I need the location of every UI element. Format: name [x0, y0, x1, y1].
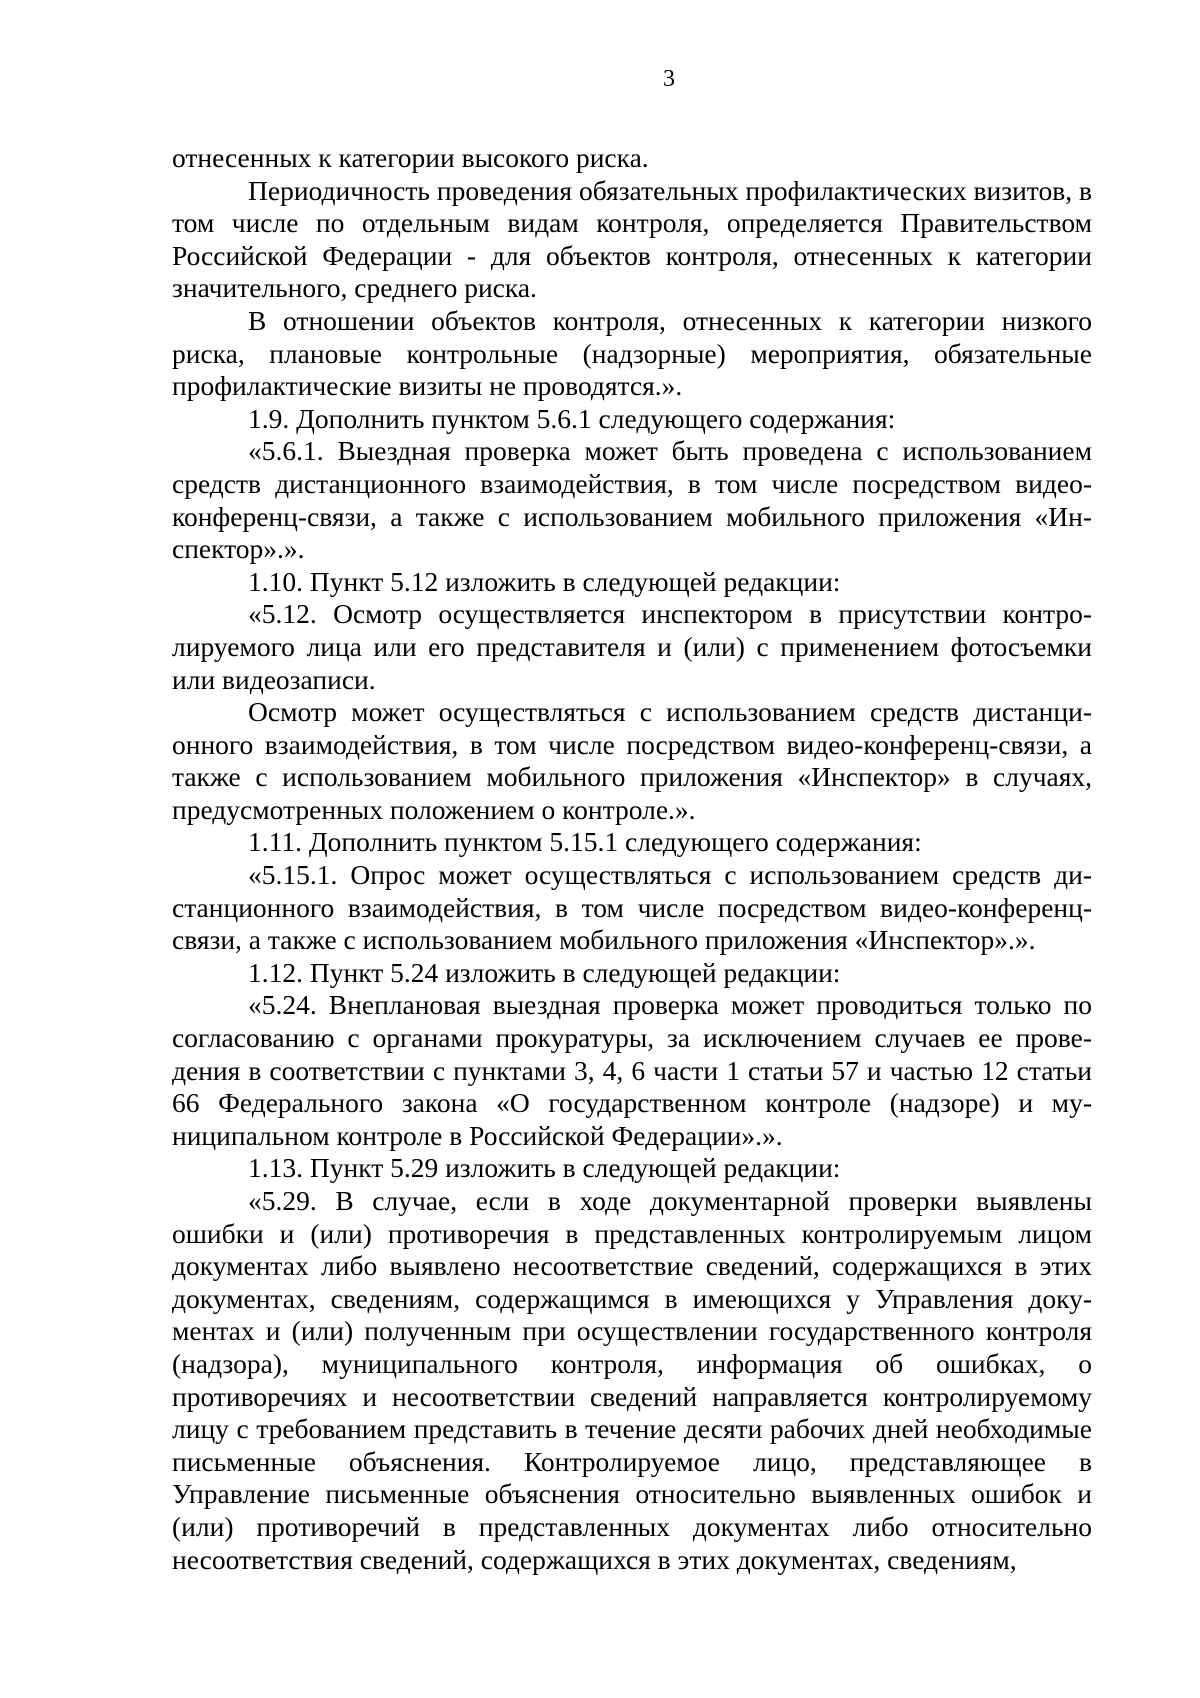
- paragraph-item-1-9: 1.9. Дополнить пунктом 5.6.1 следующего содержания:: [248, 402, 896, 434]
- paragraph-clause-5-12-remote: Осмотр может осуществляться с использованием средств дистанционного взаимодействия, в том числе посредством видео-конференц-связи, а также с использованием мобильного приложения «Инспектор» в случаях, предусмотренных положением о контроле.».: [172, 696, 1092, 825]
- paragraph-clause-5-15-1: «5.15.1. Опрос может осуществляться с использованием средств дистанционного взаимодействия, в том числе посредством видео-конференц-связи, а также с использованием мобильного приложения «Инспектор».».: [172, 859, 1092, 956]
- paragraph-continuation: отнесенных к категории высокого риска.: [172, 142, 649, 173]
- paragraph-clause-5-6-1: «5.6.1. Выездная проверка может быть проведена с использованием средств дистанционного взаимодействия, в том числе посредством видеоконференц-связи, а также с использованием мобильного приложения «Инспектор».».: [172, 435, 1092, 565]
- paragraph-low-risk: В отношении объектов контроля, отнесенных к категории низкого риска, плановые контрольные (надзорные) мероприятия, обязательные профилактические визиты не проводятся.».: [172, 304, 1092, 402]
- page-number: 3: [663, 66, 675, 92]
- paragraph-item-1-13: 1.13. Пункт 5.29 изложить в следующей редакции:: [248, 1152, 841, 1184]
- document-body: [172, 142, 1092, 1576]
- paragraph-clause-5-24: «5.24. Внеплановая выездная проверка может проводиться только по согласованию с органами прокуратуры, за исключением случаев ее проведения в соответствии с пунктами 3, 4, 6 части 1 статьи 57 и частью 12 статьи 66 Федерального закона «О государственном контроле (надзоре) и муниципальном контроле в Российской Федерации».».: [172, 989, 1092, 1151]
- paragraph-clause-5-29: «5.29. В случае, если в ходе документарной проверки выявлены ошибки и (или) противоречия в представленных контролируемым лицом документах либо выявлено несоответствие сведений, содержащихся в этих документах, сведениям, содержащимся в имеющихся у Управления документах и (или) полученным при осуществлении государственного контроля (надзора), муниципального контроля, информация об ошибках, о противоречиях и несоответствии сведений направляется контролируемому лицу с требованием представить в течение десяти рабочих дней необходимые письменные объяснения. Контролируемое лицо, представляющее в Управление письменные объяснения относительно выявленных ошибок и (или) противоречий в представленных документах либо относительно несоответствия сведений, содержащихся в этих документах, сведениям,: [172, 1185, 1092, 1575]
- paragraph-clause-5-12: «5.12. Осмотр осуществляется инспектором в присутствии контролируемого лица или его представителя и (или) с применением фотосъемки или видеозаписи.: [172, 598, 1092, 695]
- paragraph-visit-periodicity: Периодичность проведения обязательных профилактических визитов, в том числе по отдельным видам контроля, определяется Правительством Российской Федерации - для объектов контроля, отнесенных к категории значительного, среднего риска.: [172, 174, 1092, 304]
- paragraph-item-1-11: 1.11. Дополнить пунктом 5.15.1 следующего содержания:: [248, 826, 922, 858]
- paragraph-item-1-12: 1.12. Пункт 5.24 изложить в следующей редакции:: [248, 956, 841, 988]
- paragraph-item-1-10: 1.10. Пункт 5.12 изложить в следующей редакции:: [248, 565, 841, 597]
